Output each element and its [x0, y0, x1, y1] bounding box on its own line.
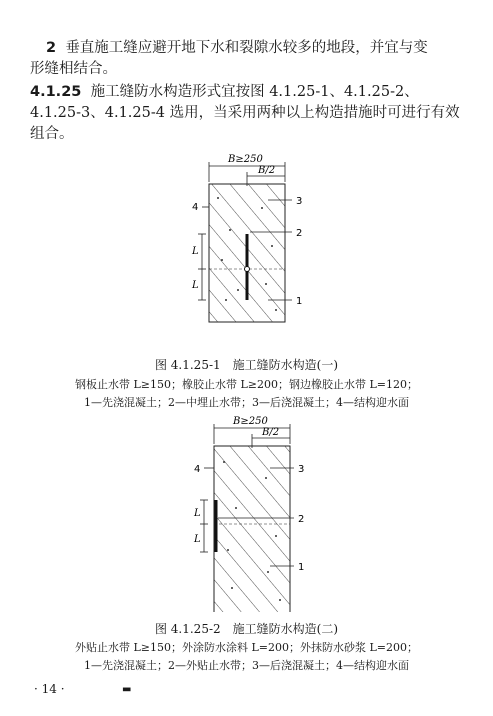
paragraph-1-text: 垂直施工缝应避开地下水和裂隙水较多的地段，并宜与变 [65, 40, 428, 56]
width-dimension-label: B≥250 [228, 154, 263, 165]
label-1: 1 [296, 296, 303, 307]
label-2: 2 [298, 514, 305, 525]
label-2: 2 [296, 228, 303, 239]
figure-1-diagram [0, 150, 493, 350]
page-number: · 14 · [34, 682, 65, 696]
figure-1-title: 图 4.1.25-1 施工缝防水构造(一) [154, 358, 339, 372]
length-label-lower: L [194, 534, 201, 545]
paragraph-2-line-2: 4.1.25-3、4.1.25-4 选用，当采用两种以上构造措施时可进行有效 [30, 105, 460, 121]
figure-1-caption-line-2: 1—先浇混凝土；2—中埋止水带；3—后浇混凝土；4—结构迎水面 [84, 396, 409, 409]
figure-1-caption-line-1: 钢板止水带 L≥150；橡胶止水带 L≥200；钢边橡胶止水带 L=120； [74, 378, 419, 391]
length-label-lower: L [192, 280, 199, 291]
paragraph-1-line-2: 形缝相结合。 [30, 61, 117, 77]
length-label-upper: L [192, 246, 199, 257]
clause-number: 4.1.25 [30, 84, 82, 100]
figure-2-title: 图 4.1.25-2 施工缝防水构造(二) [154, 622, 339, 636]
figure-2-diagram [0, 412, 493, 612]
figure-2-caption-line-2: 1—先浇混凝土；2—外贴止水带；3—后浇混凝土；4—结构迎水面 [84, 659, 409, 672]
label-3: 3 [298, 464, 305, 475]
label-4: 4 [194, 464, 201, 475]
label-3: 3 [296, 196, 303, 207]
paragraph-2-text: 施工缝防水构造形式宜按图 4.1.25-1、4.1.25-2、 [90, 84, 419, 100]
footer-mark: ▬ [122, 684, 132, 695]
figure-2-caption-line-1: 外贴止水带 L≥150；外涂防水涂料 L=200；外抹防水砂浆 L=200； [74, 641, 419, 654]
paragraph-2-line-3: 组合。 [30, 126, 74, 142]
paragraph-1 [30, 38, 466, 80]
half-width-label: B/2 [262, 427, 280, 438]
paragraph-2-line-1 [30, 82, 466, 103]
label-1: 1 [298, 562, 305, 573]
width-dimension-label: B≥250 [233, 416, 268, 427]
paragraph-2 [30, 82, 466, 145]
paragraph-1-line-1 [46, 38, 466, 59]
clause-number: 2 [46, 40, 57, 56]
half-width-label: B/2 [258, 165, 276, 176]
label-4: 4 [192, 202, 199, 213]
length-label-upper: L [194, 508, 201, 519]
